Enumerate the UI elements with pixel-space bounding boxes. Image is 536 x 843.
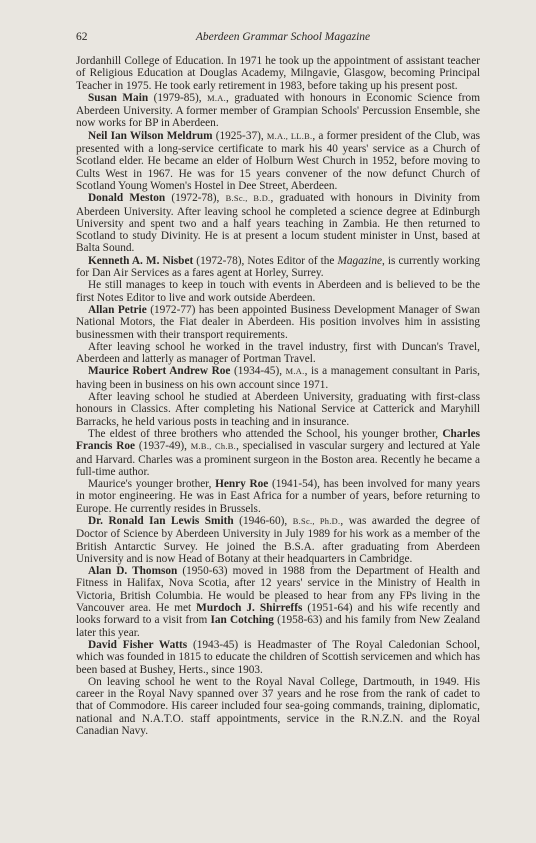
italic-title: Magazine — [337, 254, 383, 267]
person-name: Maurice Robert Andrew Roe — [88, 365, 231, 378]
paragraph — [76, 255, 480, 280]
degree-abbrev: M.A., LL.B. — [266, 131, 313, 141]
text-run: (1972-78), — [165, 192, 226, 205]
page-number: 62 — [76, 31, 88, 43]
text-run: The eldest of three brothers who attended the School, his younger brother, — [88, 427, 443, 440]
page-header — [76, 31, 480, 51]
text-run: After leaving school he worked in the travel industry, first with Duncan's Travel, Aberdeen and latterly as manager of Portman Travel. — [76, 340, 480, 366]
text-run: (1972-78), Notes Editor of the — [193, 254, 338, 267]
person-name: Alan D. Thomson — [88, 565, 178, 578]
paragraph — [76, 391, 480, 428]
degree-abbrev: B.Sc., B.D. — [225, 194, 271, 204]
text-run: , graduated with honours in Economic Science from Aberdeen University. A former member of Grampian Schools' Percussion Ensemble, she now works for BP in Aberdeen. — [76, 91, 480, 130]
text-run: After leaving school he studied at Aberdeen University, graduating with first-class honours in Classics. After completing his National Service at Catterick and Maryhill Barracks, he held various posts in teaching and in insurance. — [76, 391, 480, 428]
person-name: Kenneth A. M. Nisbet — [88, 254, 194, 267]
degree-abbrev: M.A. — [285, 367, 305, 377]
paragraph — [76, 478, 480, 515]
article-body — [76, 55, 480, 737]
text-run: He still manages to keep in touch with events in Aberdeen and is believed to be the first Notes Editor to live and work outside Aberdeen. — [76, 279, 480, 304]
text-run: , was awarded the degree of Doctor of Science by Aberdeen University in July 1989 for his work as a member of the British Antarctic Survey. He joined the B.S.A. after graduating from Aberdeen University and is now Head of Botany at their headquarters in Cambridge. — [76, 514, 480, 565]
person-name: Donald Meston — [88, 192, 166, 205]
degree-abbrev: B.Sc., Ph.D. — [292, 516, 341, 526]
text-run: (1951-64) and his wife recently and looks forward to a visit from — [76, 602, 480, 627]
paragraph — [76, 428, 480, 478]
text-run: , specialised in vascular surgery and lectured at Yale and Harvard. Charles was a prominent surgeon in the Boston area. Recently he became a full-time author. — [76, 440, 481, 478]
person-name: Neil Ian Wilson Meldrum — [88, 129, 213, 142]
person-name: Allan Petrie — [88, 303, 147, 316]
text-run: Maurice's younger brother, — [88, 478, 216, 491]
text-run: , graduated with honours in Divinity from Aberdeen University. After leaving school he completed a science degree at Edinburgh University and spent two and a half years teaching in Zambia. He then returned to Scotland to study Divinity. He is at present a locum student minister in Unst, based at Balta Sound. — [76, 192, 481, 255]
text-run: , a former president of the Club, was presented with a long-service certificate to mark his 40 years' service as a Church of Scotland elder. He became an elder of Holburn West Church in 1952, before moving to Cults West in 1967. He was for 15 years convener of the now defunct Church of Scotland Young Women's Hostel in Dee Street, Aberdeen. — [76, 129, 480, 192]
paragraph — [76, 515, 480, 565]
degree-abbrev: M.B., Ch.B. — [190, 442, 237, 452]
paragraph — [76, 92, 480, 130]
paragraph — [76, 365, 480, 391]
person-name: Henry Roe — [215, 478, 269, 491]
text-run: (1925-37), — [212, 129, 267, 142]
paragraph — [76, 279, 480, 304]
person-name: David Fisher Watts — [88, 638, 188, 651]
text-run: (1946-60), — [233, 514, 293, 527]
text-run: (1979-85), — [148, 91, 208, 104]
paragraph — [76, 130, 480, 192]
text-run: (1934-45), — [230, 365, 286, 378]
text-run: (1943-45) is Headmaster of The Royal Caledonian School, which was founded in 1815 to educate the children of Scottish servicemen and which has been based at Bushey, Herts., since 1903. — [76, 638, 480, 676]
running-title: Aberdeen Grammar School Magazine — [195, 31, 371, 43]
person-name: Murdoch J. Shirreffs — [196, 602, 303, 615]
text-run: (1937-49), — [135, 440, 191, 453]
person-name: Charles Francis Roe — [76, 427, 480, 453]
paragraph — [76, 304, 480, 341]
text-run: (1950-63) moved in 1988 from the Department of Health and Fitness in Halifax, Nova Scotia, after 12 years' service in the Ministry of Health in Victoria, British Columbia. He would be pleased to hear from any FPs living in the Vancouver area. He met — [76, 565, 481, 615]
paragraph — [76, 639, 480, 676]
text-run: (1941-54), has been involved for many years in motor engineering. He was in East Africa for a number of years, before returning to Europe. He currently resides in Brussels. — [76, 478, 480, 515]
text-run: Jordanhill College of Education. In 1971 he took up the appointment of assistant teacher of Religious Education at Douglas Academy, Milngavie, Glasgow, becoming Principal Teacher in 1975. He took early retirement in 1983, before taking up his present post. — [76, 55, 480, 92]
paragraph — [76, 565, 480, 639]
text-run: (1972-77) has been appointed Business Development Manager of Swan National Motors, the Fiat dealer in Aberdeen. His position involves him in assisting businessmen with their transport requirements. — [76, 303, 480, 341]
person-name: Dr. Ronald Ian Lewis Smith — [88, 514, 234, 527]
paragraph — [76, 192, 480, 254]
person-name: Ian Cotching — [210, 614, 274, 627]
paragraph — [76, 341, 480, 366]
text-run: , is currently working for Dan Air Services as a fares agent at Horley, Surrey. — [76, 254, 481, 280]
degree-abbrev: M.A. — [207, 93, 227, 103]
paragraph — [76, 676, 480, 737]
person-name: Susan Main — [88, 91, 149, 104]
text-run: On leaving school he went to the Royal Naval College, Dartmouth, in 1949. His career in the Royal Navy spanned over 37 years and he rose from the rank of cadet to that of Commodore. His career included four sea-going commands, training, diplomatic, national and N.A.T.O. staff appointments, service in the R.N.Z.N. and the Royal Canadian Navy. — [76, 675, 480, 738]
paragraph — [76, 55, 480, 92]
text-run: (1958-63) and his family from New Zealand later this year. — [76, 614, 480, 639]
text-run: , is a management consultant in Paris, having been in business on his own account since 1971. — [76, 365, 480, 391]
